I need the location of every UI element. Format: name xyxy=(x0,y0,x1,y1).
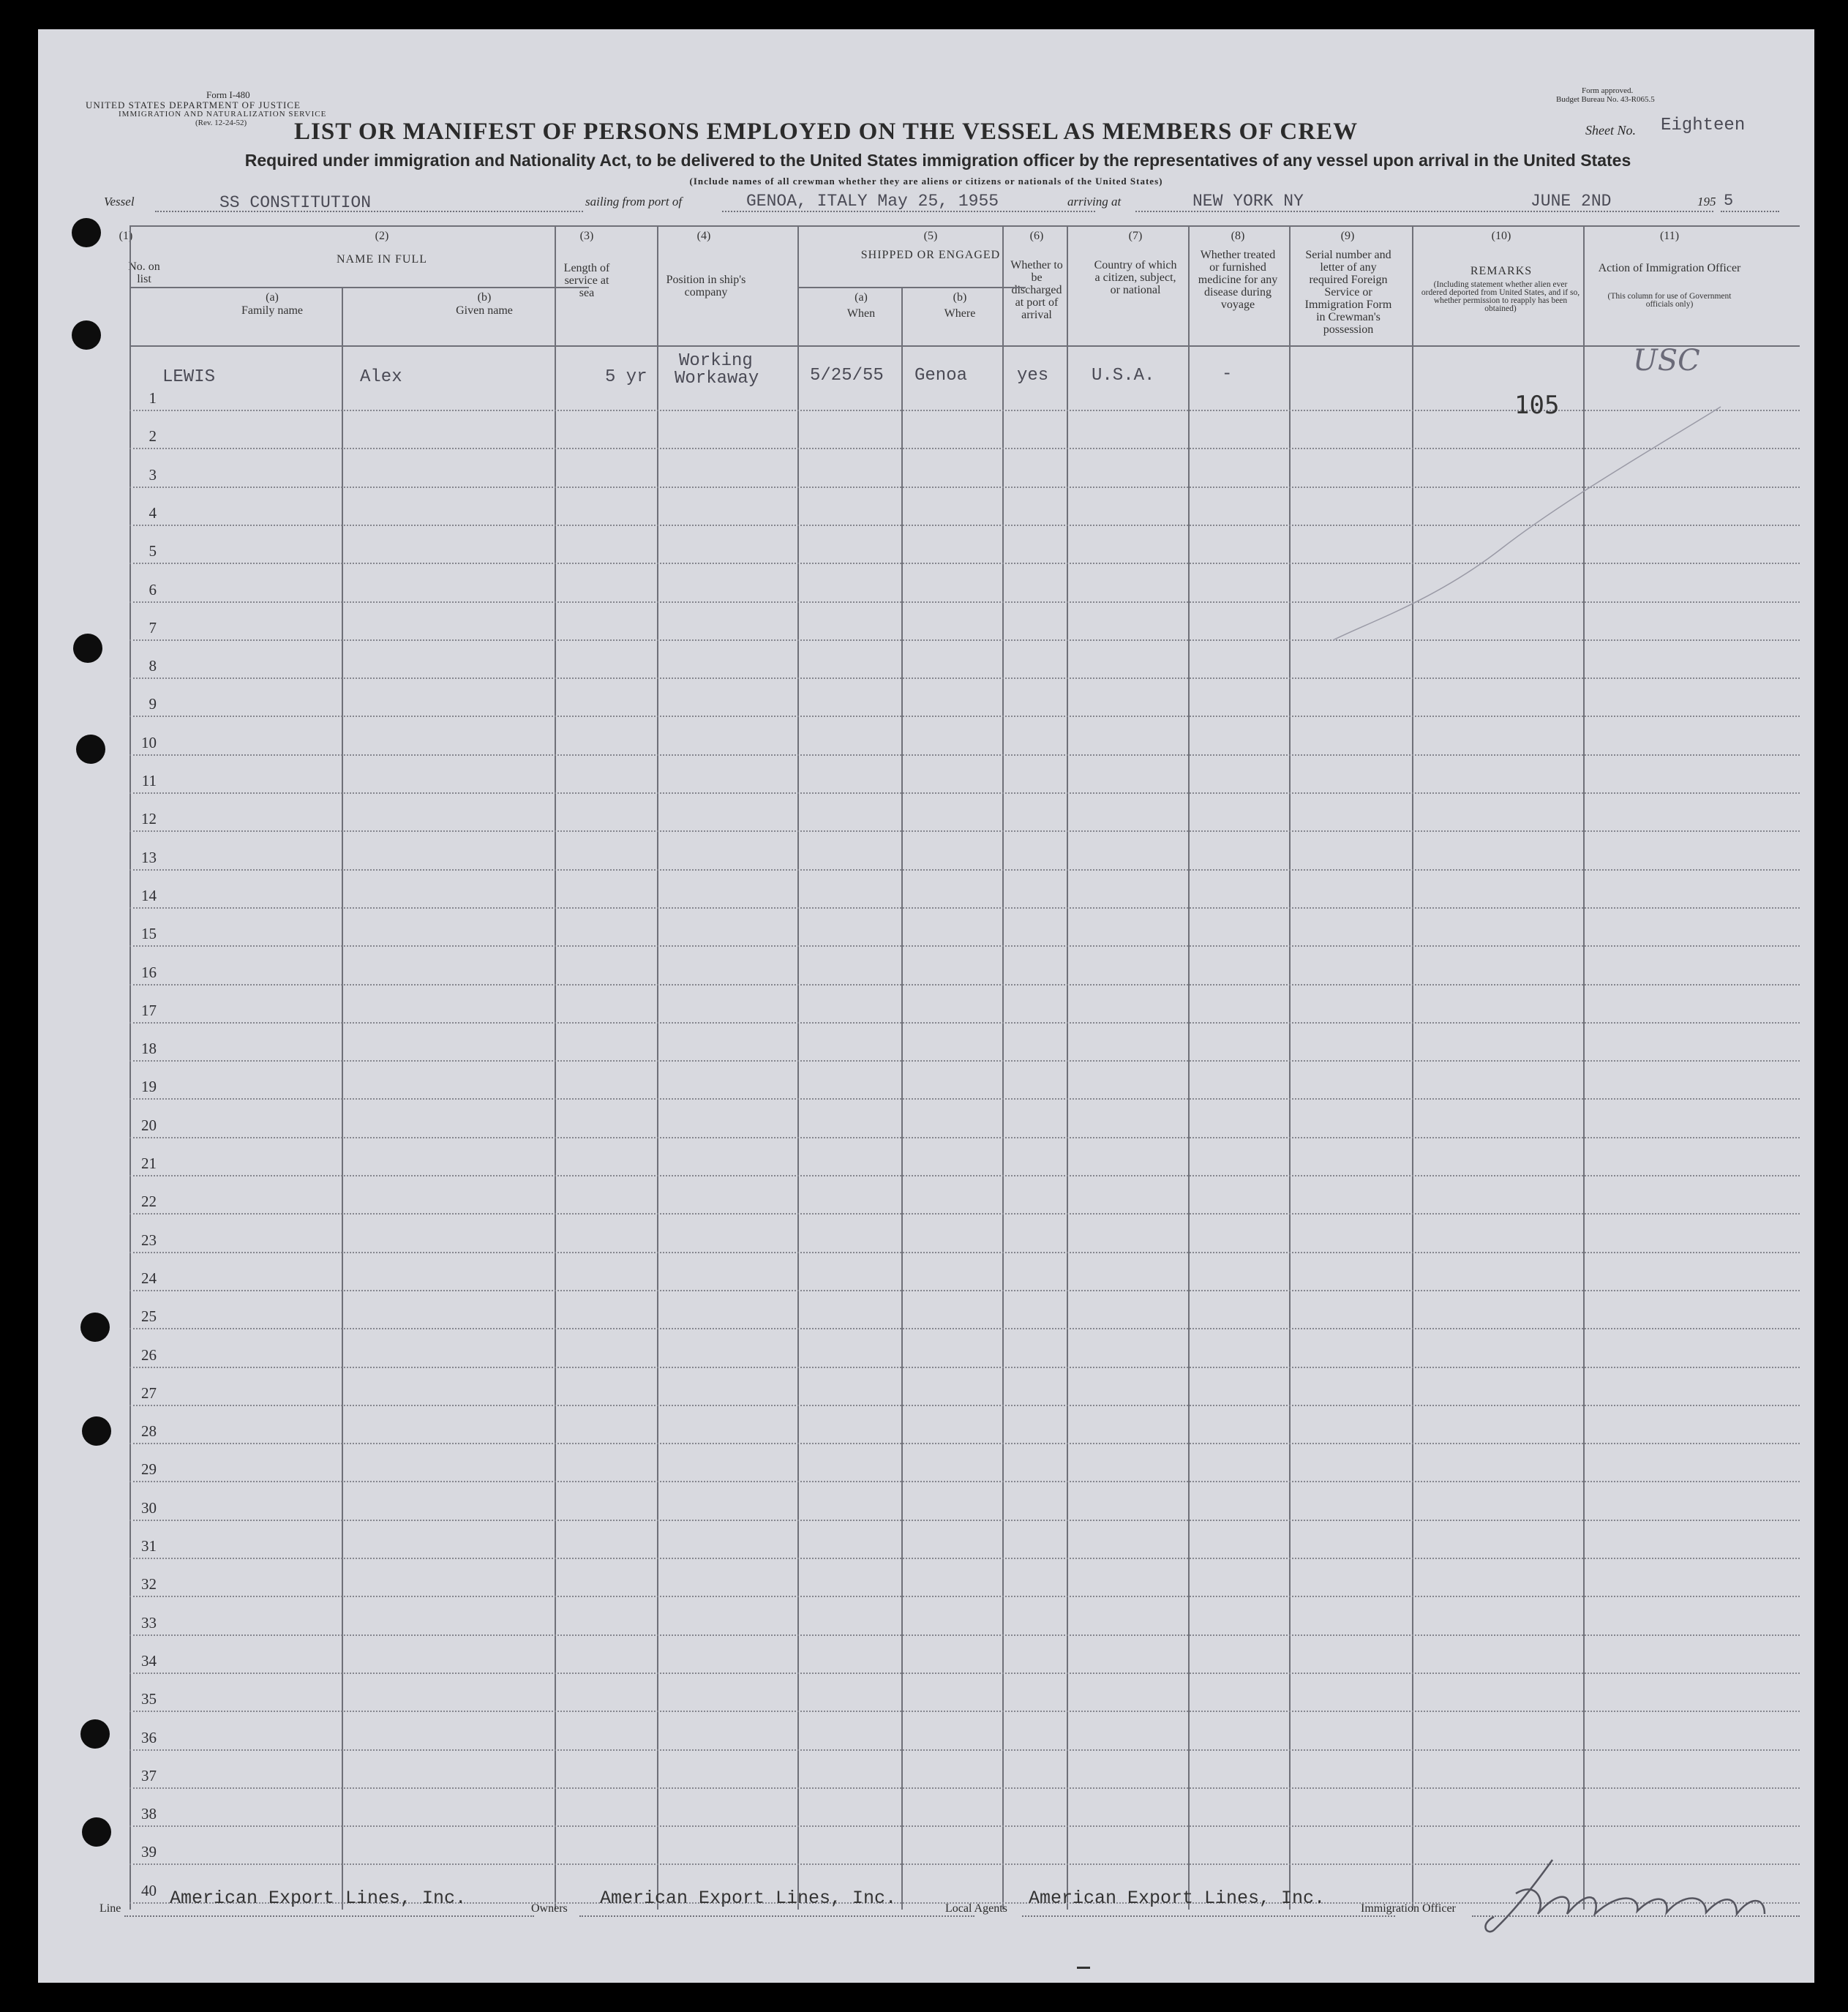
row-number: 29 xyxy=(141,1460,157,1478)
col-5a-number: (a) xyxy=(854,291,868,304)
bottom-tick-mark xyxy=(1077,1967,1090,1969)
department-name: UNITED STATES DEPARTMENT OF JUSTICE xyxy=(86,100,301,110)
arriving-label: arriving at xyxy=(1067,195,1122,209)
entry-discharged: yes xyxy=(1017,366,1049,386)
row-number: 10 xyxy=(141,734,157,751)
col-3-number: (3) xyxy=(579,230,594,242)
col-1-number: (1) xyxy=(119,230,133,242)
col-11-label: Action of Immigration Officer xyxy=(1598,262,1741,274)
col-rule xyxy=(555,225,556,1910)
row-number: 40 xyxy=(141,1882,157,1899)
row-number: 39 xyxy=(141,1843,157,1861)
punch-hole xyxy=(76,735,105,764)
col-2b-label: Given name xyxy=(456,304,513,317)
row-number: 13 xyxy=(141,849,157,866)
col-10-number: (10) xyxy=(1491,230,1511,242)
service-name: IMMIGRATION AND NATURALIZATION SERVICE xyxy=(119,110,327,119)
sailing-field-line xyxy=(722,211,1095,212)
row-rule xyxy=(129,1367,1800,1368)
col-6-label: Whether to be discharged at port of arrival xyxy=(1010,259,1063,321)
year-suffix: 5 xyxy=(1724,192,1734,210)
col-10-sublabel: (Including statement whether alien ever ordered deported from United States, and if so, whether permission to reapply has been obtained) xyxy=(1421,280,1580,313)
footer-owners-field xyxy=(579,1915,974,1917)
row-rule xyxy=(129,1520,1800,1521)
year-field-line xyxy=(1721,211,1779,212)
col-11-sublabel: (This column for use of Government officials only) xyxy=(1607,292,1732,309)
year-prefix: 195 xyxy=(1697,195,1716,209)
row-number: 32 xyxy=(141,1575,157,1593)
row-rule xyxy=(129,1787,1800,1789)
entry-shipped-where: Genoa xyxy=(914,366,968,386)
col-rule xyxy=(1289,225,1291,1910)
row-number: 4 xyxy=(149,504,157,522)
row-number: 2 xyxy=(149,427,157,445)
sheet-number-value: Eighteen xyxy=(1661,116,1746,135)
col-11-number: (11) xyxy=(1659,230,1680,242)
row-number: 6 xyxy=(149,581,157,598)
row-rule xyxy=(129,1634,1800,1636)
col-rule xyxy=(657,225,658,1910)
row-rule xyxy=(129,1328,1800,1329)
col-5-label: SHIPPED OR ENGAGED xyxy=(860,249,1001,261)
row-rule xyxy=(129,1175,1800,1176)
footer-line-value: American Export Lines, Inc. xyxy=(170,1888,467,1909)
row-number: 7 xyxy=(149,619,157,637)
row-rule xyxy=(129,1749,1800,1751)
footer-owners-label: Owners xyxy=(531,1902,568,1915)
row-rule xyxy=(129,869,1800,871)
row-number: 14 xyxy=(141,887,157,904)
col-5b-label: Where xyxy=(944,307,976,320)
footer-line-field xyxy=(124,1915,534,1917)
row-rule xyxy=(129,1481,1800,1482)
row-rule xyxy=(129,1060,1800,1062)
row-number: 31 xyxy=(141,1537,157,1555)
form-note: (Include names of all crewman whether they are aliens or citizens or nationals of the United States) xyxy=(689,176,1163,187)
row-rule xyxy=(129,1673,1800,1674)
row-rule xyxy=(129,792,1800,794)
manifest-sheet xyxy=(38,29,1814,1983)
row-rule xyxy=(129,1098,1800,1100)
col-rule xyxy=(1002,225,1004,1910)
row-rule xyxy=(129,1558,1800,1559)
row-number: 18 xyxy=(141,1040,157,1057)
form-number: Form I-480 xyxy=(206,89,250,100)
entry-shipped-when: 5/25/55 xyxy=(810,366,884,386)
diagonal-pencil-stroke xyxy=(1326,402,1735,644)
row-rule xyxy=(129,907,1800,909)
row-number: 37 xyxy=(141,1767,157,1784)
approval-line-2: Budget Bureau No. 43-R065.5 xyxy=(1556,95,1655,104)
punch-hole xyxy=(80,1313,110,1342)
entry-given-name: Alex xyxy=(360,367,402,387)
vessel-label: Vessel xyxy=(104,195,135,209)
footer-agents-value: American Export Lines, Inc. xyxy=(1029,1888,1326,1909)
footer-line-label: Line xyxy=(99,1902,121,1915)
punch-hole xyxy=(72,218,101,247)
row-rule xyxy=(129,1290,1800,1291)
arrival-date: JUNE 2ND xyxy=(1530,192,1612,211)
row-number: 35 xyxy=(141,1690,157,1708)
entry-service-length: 5 yr xyxy=(605,367,647,387)
row-number: 24 xyxy=(141,1269,157,1287)
row-number: 15 xyxy=(141,925,157,942)
name-subheader-rule xyxy=(129,287,589,288)
row-rule xyxy=(129,1137,1800,1138)
header-top-rule xyxy=(129,225,1800,227)
arriving-field-line xyxy=(1135,211,1713,212)
col-5a-label: When xyxy=(846,307,876,320)
vessel-name: SS CONSTITUTION xyxy=(219,193,372,212)
footer-agents-label: Local Agents xyxy=(945,1902,1007,1915)
row-rule xyxy=(129,1596,1800,1597)
row-rule xyxy=(129,677,1800,679)
entry-officer-action: USC xyxy=(1633,344,1700,378)
row-rule xyxy=(129,1711,1800,1712)
col-2-label: NAME IN FULL xyxy=(337,253,427,266)
entry-position-line-2: Workaway xyxy=(675,369,759,388)
col-7-number: (7) xyxy=(1128,230,1143,242)
header-bottom-rule xyxy=(129,345,1800,347)
entry-position-line-1: Working xyxy=(679,351,753,371)
col-9-label: Serial number and letter of any required Foreign Service or Immigration Form in Crewman's possession xyxy=(1304,249,1392,336)
row-number: 20 xyxy=(141,1116,157,1134)
row-number: 17 xyxy=(141,1002,157,1019)
row-number: 12 xyxy=(141,810,157,827)
row-rule xyxy=(129,1022,1800,1024)
row-number: 8 xyxy=(149,657,157,675)
col-4-number: (4) xyxy=(696,230,711,242)
row-number: 3 xyxy=(149,466,157,484)
col-8-number: (8) xyxy=(1231,230,1245,242)
row-number: 26 xyxy=(141,1346,157,1364)
arrival-port: NEW YORK NY xyxy=(1192,192,1304,211)
entry-country: U.S.A. xyxy=(1092,366,1155,386)
row-rule xyxy=(129,1252,1800,1253)
col-5-number: (5) xyxy=(923,230,938,242)
sheet-label: Sheet No. xyxy=(1585,123,1636,138)
row-number: 33 xyxy=(141,1614,157,1632)
sailing-port-date: GENOA, ITALY May 25, 1955 xyxy=(746,192,999,211)
row-rule xyxy=(129,945,1800,947)
approval-line-1: Form approved. xyxy=(1582,86,1634,95)
row-number: 16 xyxy=(141,964,157,981)
footer-agents-field xyxy=(1022,1915,1395,1917)
row-number: 22 xyxy=(141,1193,157,1210)
row-number: 9 xyxy=(149,695,157,713)
col-4-label: Position in ship's company xyxy=(666,274,746,299)
entry-medicine: - xyxy=(1222,364,1233,384)
row-rule xyxy=(129,754,1800,756)
punch-hole xyxy=(82,1817,111,1847)
row-rule xyxy=(129,1213,1800,1215)
col-5b-number: (b) xyxy=(953,291,967,304)
col-rule xyxy=(1188,225,1190,1910)
row-number: 25 xyxy=(141,1307,157,1325)
row-rule xyxy=(129,716,1800,717)
col-2b-number: (b) xyxy=(477,291,492,304)
col-3-label: Length of service at sea xyxy=(563,262,610,299)
row-rule xyxy=(129,1443,1800,1444)
footer-owners-value: American Export Lines, Inc. xyxy=(600,1888,897,1909)
punch-hole xyxy=(82,1416,111,1446)
row-number: 28 xyxy=(141,1422,157,1440)
col-8-label: Whether treated or furnished medicine for any disease during voyage xyxy=(1198,249,1278,311)
col-6-number: (6) xyxy=(1029,230,1044,242)
row-number: 23 xyxy=(141,1231,157,1249)
revision-date: (Rev. 12-24-52) xyxy=(195,119,247,127)
entry-family-name: LEWIS xyxy=(162,367,216,387)
row-number: 11 xyxy=(141,772,157,789)
sailing-label: sailing from port of xyxy=(585,195,683,209)
officer-signature xyxy=(1465,1851,1787,1939)
col-2-number: (2) xyxy=(375,230,389,242)
row-rule xyxy=(129,1405,1800,1406)
col-9-number: (9) xyxy=(1340,230,1355,242)
row-number: 27 xyxy=(141,1384,157,1402)
row-number: 34 xyxy=(141,1652,157,1670)
col-7-label: Country of which a citizen, subject, or national xyxy=(1094,259,1177,296)
col-10-label: REMARKS xyxy=(1470,265,1533,277)
punch-hole xyxy=(80,1719,110,1749)
row-number: 38 xyxy=(141,1805,157,1823)
row-rule xyxy=(129,1825,1800,1827)
punch-hole xyxy=(72,320,101,350)
punch-hole xyxy=(73,634,102,663)
col-rule xyxy=(1067,225,1068,1910)
col-2a-number: (a) xyxy=(266,291,279,304)
row-number: 5 xyxy=(149,542,157,560)
form-title: LIST OR MANIFEST OF PERSONS EMPLOYED ON THE VESSEL AS MEMBERS OF CREW xyxy=(294,119,1359,145)
row-number: 21 xyxy=(141,1155,157,1172)
footer-officer-label: Immigration Officer xyxy=(1361,1902,1456,1915)
entry-remarks: 105 xyxy=(1514,391,1560,420)
col-1-label: No. on list xyxy=(128,260,160,285)
row-number: 36 xyxy=(141,1729,157,1746)
row-number: 19 xyxy=(141,1078,157,1095)
form-subtitle: Required under immigration and Nationality Act, to be delivered to the United States immigration officer by the representatives of any vessel upon arrival in the United States xyxy=(244,151,1631,170)
col-2a-label: Family name xyxy=(241,304,303,317)
row-rule xyxy=(129,984,1800,986)
row-rule xyxy=(129,830,1800,832)
row-number: 30 xyxy=(141,1499,157,1517)
col-rule xyxy=(797,225,799,1910)
row-number: 1 xyxy=(149,389,157,407)
shipped-subheader-rule xyxy=(799,287,1026,288)
